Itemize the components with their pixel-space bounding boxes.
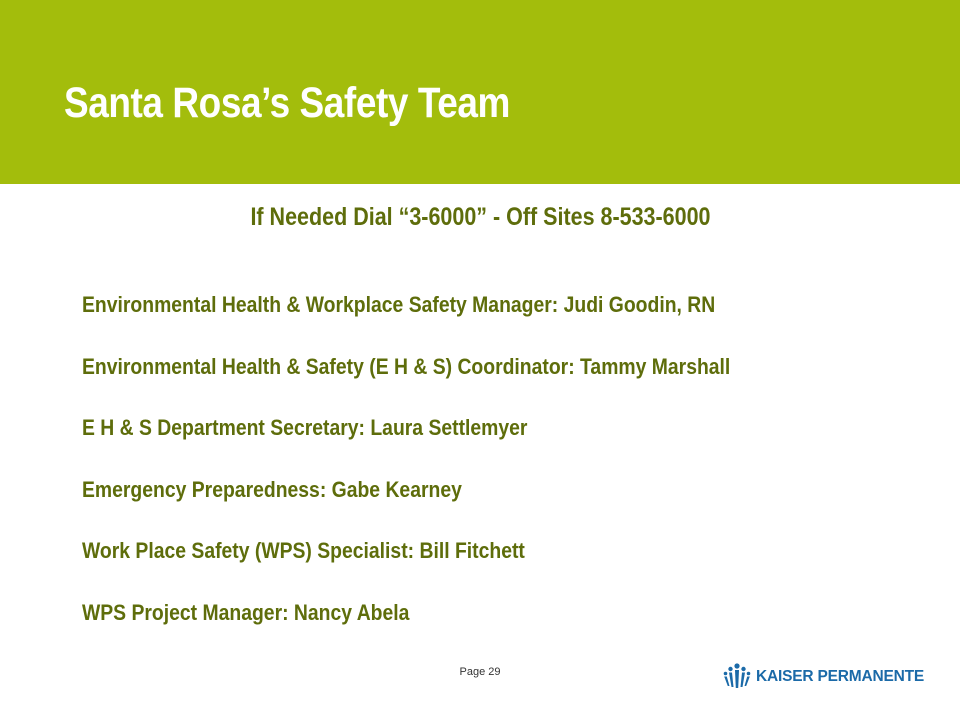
team-item-safety-manager: Environmental Health & Workplace Safety Manager: Judi Goodin, RN [82, 292, 716, 317]
kaiser-people-logo-icon [722, 662, 752, 692]
team-item-emergency-preparedness: Emergency Preparedness: Gabe Kearney [82, 476, 462, 502]
kaiser-permanente-logo [722, 662, 924, 692]
team-item-wps-specialist: Work Place Safety (WPS) Specialist: Bill Fitchett [82, 538, 525, 563]
dial-instruction [0, 200, 960, 234]
page-number: Page 29 [459, 666, 501, 678]
slide-title: Santa Rosa’s Safety Team [64, 79, 510, 127]
team-item-wps-project-manager: WPS Project Manager: Nancy Abela [82, 599, 410, 625]
team-item-department-secretary: E H & S Department Secretary: Laura Settlemyer [82, 415, 528, 440]
brand-name: KAISER PERMANENTE [756, 668, 924, 685]
team-item-ehs-coordinator: Environmental Health & Safety (E H & S) Coordinator: Tammy Marshall [82, 353, 731, 379]
team-list [82, 285, 819, 654]
dial-instruction-text: If Needed Dial “3-6000” - Off Sites 8-533-6000 [249, 203, 711, 231]
